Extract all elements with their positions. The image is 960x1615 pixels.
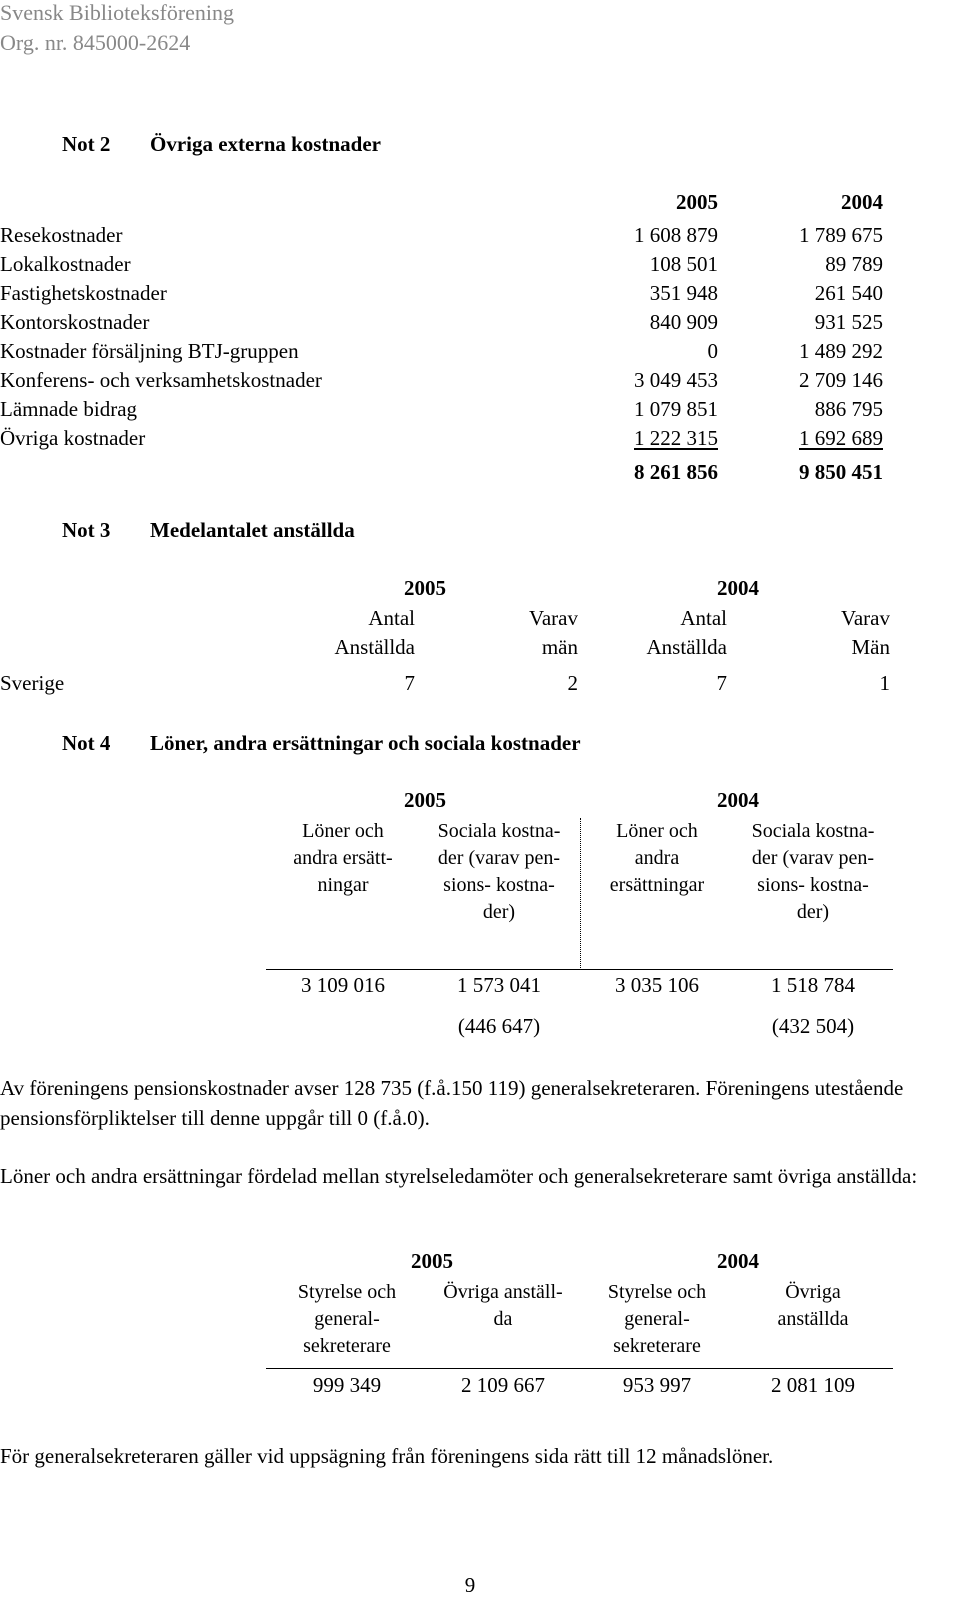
header-line: der (varav pen- [437, 847, 561, 869]
row-value-2005: 3 049 453 [634, 368, 718, 392]
note2-label: Not 2 [62, 132, 111, 156]
row-value-2004: 886 795 [814, 397, 883, 421]
header-line: andra ersätt- [293, 847, 393, 869]
header-line: da [493, 1308, 513, 1330]
col-header-anstallda-2005: Anställda [334, 635, 415, 659]
note4-title: Löner, andra ersättningar och sociala kostnader [150, 731, 581, 755]
header-line: Övriga [785, 1281, 841, 1303]
pension-value-2005: (446 647) [457, 1014, 541, 1038]
header-line: Löner och [616, 820, 698, 842]
row-label: Sverige [0, 671, 65, 695]
row-value-2005 [560, 426, 718, 451]
header-line: Löner och [302, 820, 384, 842]
dist-header-ovriga-2005 [424, 1279, 582, 1333]
col-header-sociala-2005 [420, 818, 578, 926]
col-header-man-2005: män [541, 635, 578, 659]
row-value-2004: 261 540 [814, 281, 883, 305]
row-value-2004 [725, 426, 883, 451]
note3-label: Not 3 [62, 518, 111, 542]
row-value-2005: 840 909 [649, 310, 718, 334]
header-line: anställda [777, 1308, 849, 1330]
row-value: 2 [567, 671, 578, 695]
row-value: 3 035 106 [615, 973, 699, 997]
header-line: der) [796, 901, 830, 923]
row-value: 7 [716, 671, 727, 695]
page-number: 9 [464, 1573, 476, 1597]
header-line: general- [624, 1308, 690, 1330]
row-label: Lokalkostnader [0, 252, 131, 276]
row-label: Resekostnader [0, 223, 123, 247]
row-value: 2 109 667 [461, 1373, 545, 1397]
col-header-loner-2005 [272, 818, 414, 899]
dist-header-styrelse-2004 [586, 1279, 728, 1360]
row-value-2005: 108 501 [649, 252, 718, 276]
row-value: 953 997 [622, 1373, 692, 1397]
header-line: Styrelse och [607, 1281, 707, 1303]
row-value-2004: 1 489 292 [799, 339, 883, 363]
note2-year-2005: 2005 [676, 190, 718, 214]
column-divider [580, 818, 581, 970]
note3-year-2005: 2005 [404, 576, 446, 600]
col-header-antal-2005: Antal [368, 606, 415, 630]
total-2005: 8 261 856 [634, 460, 718, 484]
row-value-2004: 1 789 675 [799, 223, 883, 247]
dist-year-2004: 2004 [717, 1249, 759, 1273]
col-header-varav-2005: Varav [529, 606, 578, 630]
note3-title: Medelantalet anställda [150, 518, 355, 542]
note2-title: Övriga externa kostnader [150, 132, 381, 156]
col-header-sociala-2004 [734, 818, 892, 926]
row-value-2005: 0 [707, 339, 718, 363]
col-header-antal-2004: Antal [680, 606, 727, 630]
table-rule [266, 969, 893, 970]
row-value: 3 109 016 [301, 973, 385, 997]
row-value-2005: 1 608 879 [634, 223, 718, 247]
header-line: Övriga anställ- [443, 1281, 563, 1303]
header-line: sions- kostna- [757, 874, 869, 896]
header-line: sions- kostna- [443, 874, 555, 896]
table-rule [266, 1368, 893, 1369]
header-line: der (varav pen- [751, 847, 875, 869]
row-value: 1 518 784 [771, 973, 855, 997]
row-value: 7 [404, 671, 415, 695]
total-2004: 9 850 451 [799, 460, 883, 484]
col-header-loner-2004 [586, 818, 728, 899]
row-value-2004-text: 1 692 689 [799, 426, 883, 450]
row-label: Lämnade bidrag [0, 397, 138, 421]
note2-year-2004: 2004 [841, 190, 883, 214]
org-name: Svensk Biblioteksförening [0, 0, 235, 25]
header-line: Sociala kostna- [751, 820, 875, 842]
row-label: Konferens- och verksamhetskostnader [0, 368, 322, 392]
dist-header-ovriga-2004 [734, 1279, 892, 1333]
header-line: general- [314, 1308, 380, 1330]
header-line: sekreterare [303, 1335, 391, 1357]
distribution-paragraph: Löner och andra ersättningar fördelad mellan styrelseledamöter och generalsekreterare samt övriga anställda: [0, 1164, 918, 1188]
header-line: Styrelse och [297, 1281, 397, 1303]
org-number: Org. nr. 845000-2624 [0, 30, 191, 55]
row-label: Fastighetskostnader [0, 281, 167, 305]
pension-value-2004: (432 504) [771, 1014, 855, 1038]
row-label: Övriga kostnader [0, 426, 146, 450]
header-line: Sociala kostna- [437, 820, 561, 842]
row-value: 1 573 041 [457, 973, 541, 997]
row-value: 999 349 [312, 1373, 382, 1397]
row-value-2004: 89 789 [825, 252, 883, 276]
header-line: der) [482, 901, 516, 923]
row-value-2005: 1 079 851 [634, 397, 718, 421]
header-line: ersättningar [609, 874, 705, 896]
row-label: Kontorskostnader [0, 310, 150, 334]
header-line: sekreterare [613, 1335, 701, 1357]
note4-year-2005: 2005 [404, 788, 446, 812]
note3-year-2004: 2004 [717, 576, 759, 600]
col-header-man-2004: Män [851, 635, 890, 659]
note4-year-2004: 2004 [717, 788, 759, 812]
row-value-2004: 2 709 146 [799, 368, 883, 392]
row-value: 2 081 109 [771, 1373, 855, 1397]
dist-year-2005: 2005 [411, 1249, 453, 1273]
notice-paragraph: För generalsekreteraren gäller vid uppsägning från föreningens sida rätt till 12 månadslöner. [0, 1444, 774, 1468]
header-line: ningar [317, 874, 369, 896]
row-value-2004: 931 525 [814, 310, 883, 334]
col-header-varav-2004: Varav [841, 606, 890, 630]
col-header-anstallda-2004: Anställda [646, 635, 727, 659]
note4-label: Not 4 [62, 731, 111, 755]
header-line: andra [634, 847, 680, 869]
row-value-2005: 351 948 [649, 281, 718, 305]
row-value-2005-text: 1 222 315 [634, 426, 718, 450]
dist-header-styrelse-2005 [276, 1279, 418, 1360]
row-label: Kostnader försäljning BTJ-gruppen [0, 339, 299, 363]
pension-paragraph: Av föreningens pensionskostnader avser 128 735 (f.å.150 119) generalsekreteraren. Föreningens utestående pensionsförpliktelser till denne uppgår till 0 (f.å.0). [0, 1076, 904, 1130]
row-value: 1 [879, 671, 890, 695]
